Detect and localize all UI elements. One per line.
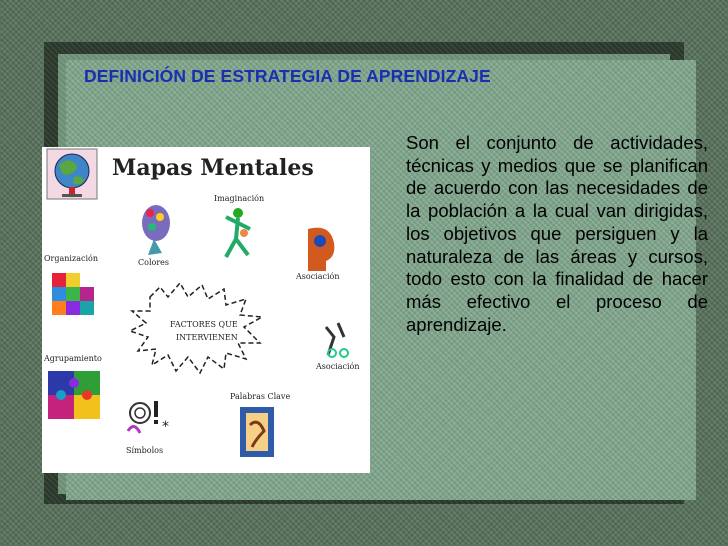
center-text-line2: INTERVIENEN bbox=[176, 333, 238, 342]
symbols-icon bbox=[128, 401, 169, 435]
mind-map-heading: Mapas Mentales bbox=[112, 155, 314, 181]
puzzle-icon bbox=[48, 371, 100, 419]
chain-icon bbox=[326, 323, 348, 357]
mind-map-illustration bbox=[42, 147, 370, 473]
palette-icon bbox=[142, 205, 170, 255]
label-organizacion: Organización bbox=[44, 254, 98, 263]
blocks-icon bbox=[52, 273, 94, 315]
slide-title: DEFINICIÓN DE ESTRATEGIA DE APRENDIZAJE bbox=[84, 66, 491, 86]
head-icon bbox=[308, 228, 334, 271]
keyword-book-icon bbox=[240, 407, 274, 457]
globe-icon bbox=[47, 149, 97, 199]
definition-bullet bbox=[384, 132, 708, 336]
label-palabras-clave: Palabras Clave bbox=[230, 392, 291, 401]
label-agrupamiento: Agrupamiento bbox=[44, 354, 102, 363]
mind-map-image bbox=[42, 147, 370, 473]
svg-text:*: * bbox=[162, 419, 169, 435]
definition-text: Son el conjunto de actividades, técnicas y medios que se planifican de acuerdo con las necesidades de la población a la cual van dirigidas, los objetivos que persiguen y la naturaleza de las áreas y cursos, todo esto con la finalidad de hacer más efectivo el proceso de aprendizaje. bbox=[406, 132, 708, 335]
label-asociacion: Asociación bbox=[316, 362, 360, 371]
label-colores: Colores bbox=[138, 258, 169, 267]
center-text-line1: FACTORES QUE bbox=[170, 320, 238, 329]
dancer-icon bbox=[226, 208, 250, 257]
label-imaginacion: Imaginación bbox=[214, 194, 265, 203]
label-asociacion-top: Asociación bbox=[296, 272, 340, 281]
center-starburst bbox=[130, 283, 262, 373]
label-simbolos: Símbolos bbox=[126, 446, 164, 455]
